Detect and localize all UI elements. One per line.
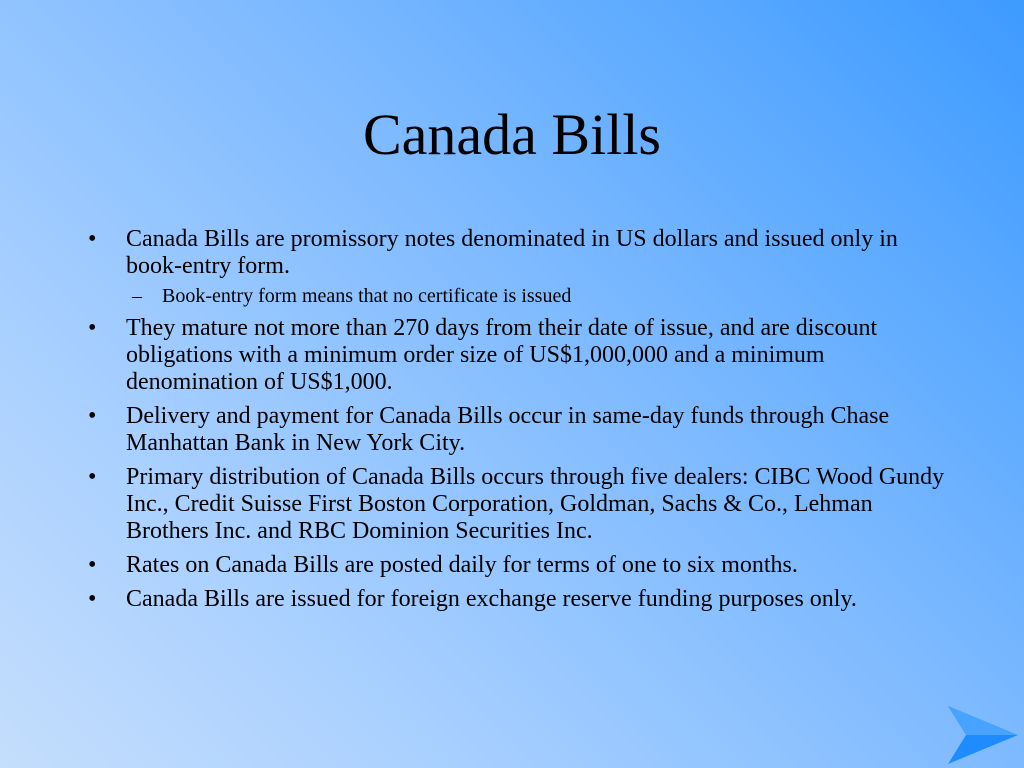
bullet-text: Rates on Canada Bills are posted daily for terms of one to six months. [126,552,798,578]
bullet-text: They mature not more than 270 days from their date of issue, and are discount obligations with a minimum order size of US$1,000,000 and a minimum denomination of US$1,000. [126,315,878,395]
bullet-item-6 [88,586,948,613]
bullet-text: Canada Bills are promissory notes denominated in US dollars and issued only in book-entry form. [126,226,898,279]
bullet-marker: • [88,586,97,612]
bullet-item-4 [88,464,948,545]
next-slide-button[interactable] [946,704,1020,766]
bullet-marker: • [88,552,97,578]
bullet-text: Primary distribution of Canada Bills occurs through five dealers: CIBC Wood Gundy Inc., Credit Suisse First Boston Corporation, Goldman, Sachs & Co., Lehman Brothers Inc. and RBC Dominion Securities Inc. [126,464,945,544]
next-arrow-icon [946,704,1020,766]
sub-bullet-list [126,284,948,308]
bullet-item-1 [88,226,948,308]
bullet-marker: • [88,226,97,252]
sub-bullet-text: Book-entry form means that no certificate is issued [162,285,572,307]
slide-title: Canada Bills [362,102,661,167]
bullet-text: Canada Bills are issued for foreign exchange reserve funding purposes only. [126,586,857,612]
bullet-item-2 [88,315,948,396]
bullet-marker: • [88,464,97,490]
bullet-text: Delivery and payment for Canada Bills occur in same-day funds through Chase Manhattan Bank in New York City. [126,403,890,456]
bullet-marker: • [88,403,97,429]
bullet-list [88,226,948,620]
bullet-item-5 [88,552,948,579]
bullet-marker: • [88,315,97,341]
sub-bullet-item [118,284,948,308]
bullet-item-3 [88,403,948,457]
sub-bullet-marker: – [132,285,142,307]
